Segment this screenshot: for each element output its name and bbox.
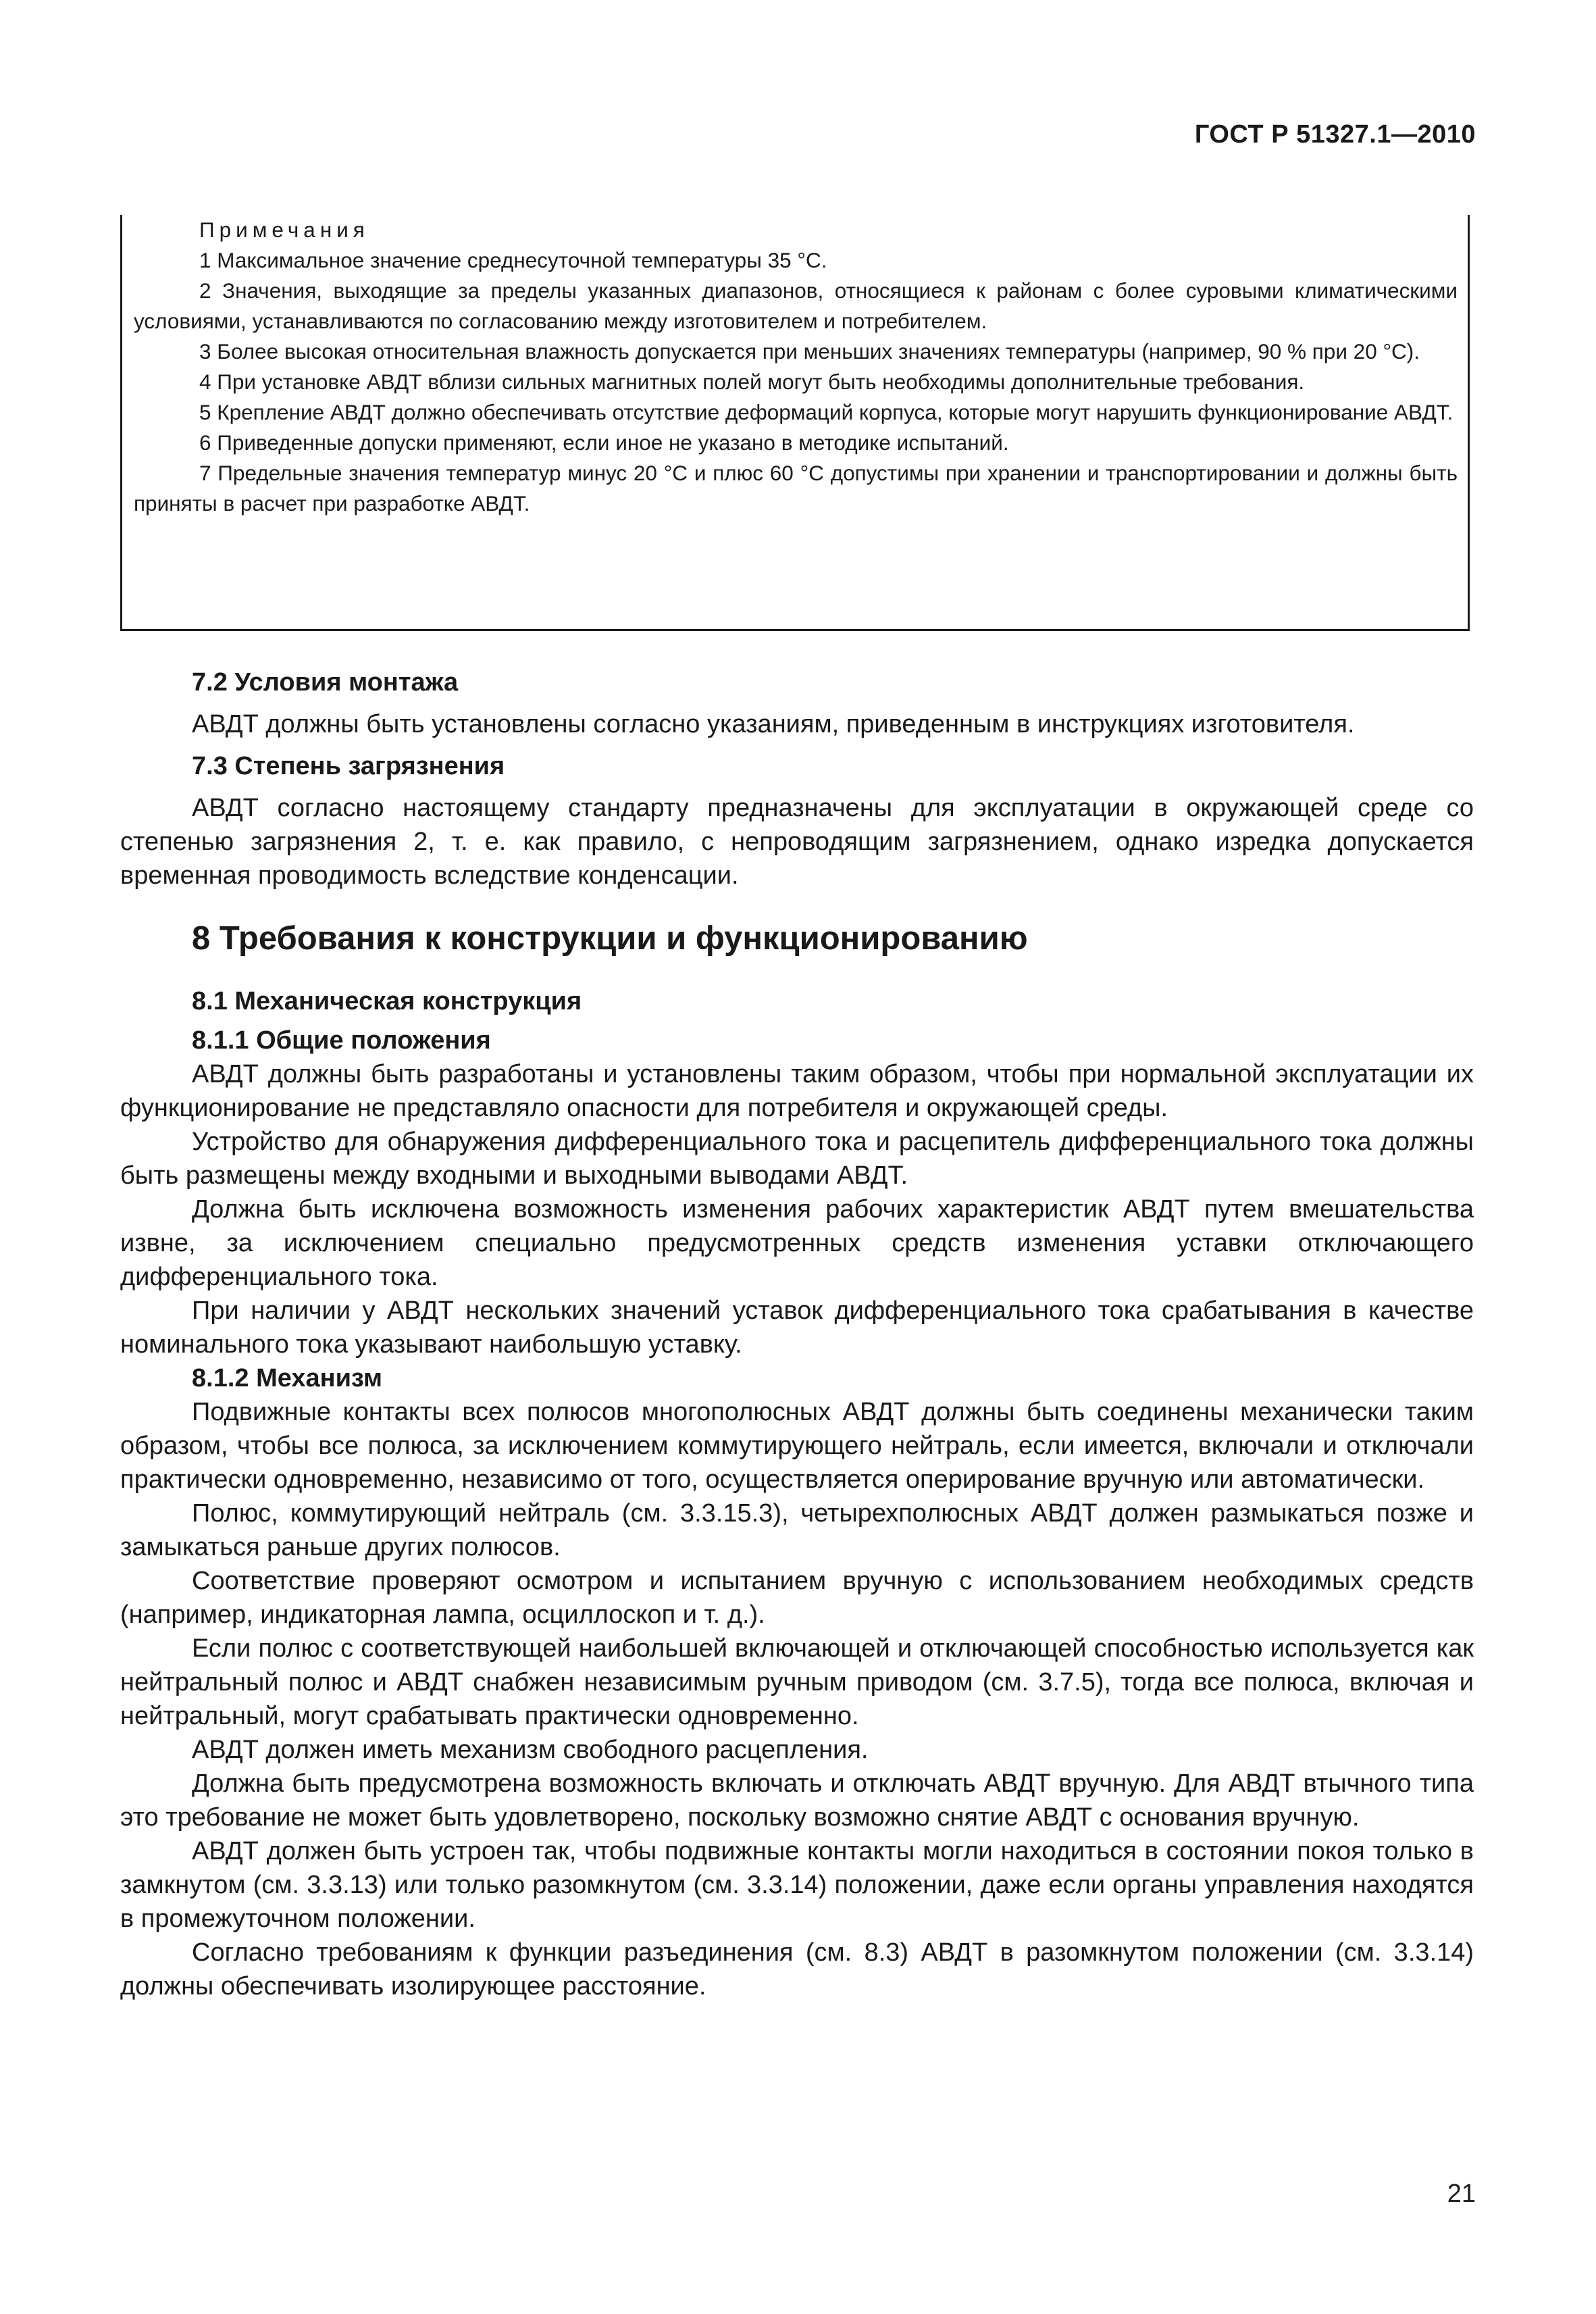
section-heading-7-3: 7.3 Степень загрязнения [192, 752, 505, 780]
notes-title: Примечания [199, 218, 369, 242]
paragraph: Подвижные контакты всех полюсов многополюсных АВДТ должны быть соединены механически таким образом, чтобы все полюса, за исключением коммутирующего нейтраль, если имеется, включали и отключали практически одновременно, независимо от того, осуществляется оперирование вручную или автоматически. [120, 1398, 1474, 1494]
paragraph: АВДТ должны быть разработаны и установлены таким образом, чтобы при нормальной эксплуатации их функционирование не представляло опасности для потребителя и окружающей среды. [120, 1060, 1474, 1122]
paragraph: АВДТ согласно настоящему стандарту предназначены для эксплуатации в окружающей среде со степенью загрязнения 2, т. е. как правило, с непроводящим загрязнением, однако изредка допускается временная проводимость вследствие конденсации. [120, 794, 1474, 890]
note-item: 5 Крепление АВДТ должно обеспечивать отсутствие деформаций корпуса, которые могут нарушить функционирование АВДТ. [199, 400, 1453, 424]
section-heading-8-1-1: 8.1.1 Общие положения [192, 1026, 491, 1055]
main-content [120, 665, 1474, 2003]
section-heading-8-1-2: 8.1.2 Механизм [192, 1364, 382, 1392]
note-item: 6 Приведенные допуски применяют, если иное не указано в методике испытаний. [199, 430, 1009, 455]
paragraph: Должна быть исключена возможность изменения рабочих характеристик АВДТ путем вмешательства извне, за исключением специально предусмотренных средств изменения уставки отключающего дифференциального тока. [120, 1195, 1474, 1291]
section-heading-8-1: 8.1 Механическая конструкция [192, 987, 582, 1015]
notes-block [134, 215, 1458, 519]
document-id: ГОСТ Р 51327.1—2010 [1194, 120, 1476, 149]
paragraph: АВДТ должен быть устроен так, чтобы подвижные контакты могли находиться в состоянии покоя только в замкнутом (см. 3.3.13) или только разомкнутом (см. 3.3.14) положении, даже если органы управления находятся в промежуточном положении. [120, 1837, 1474, 1933]
paragraph: Должна быть предусмотрена возможность включать и отключать АВДТ вручную. Для АВДТ втычного типа это требование не может быть удовлетворено, поскольку возможно снятие АВДТ с основания вручную. [120, 1769, 1474, 1832]
paragraph: АВДТ должен иметь механизм свободного расцепления. [192, 1736, 869, 1764]
page-number: 21 [1447, 2180, 1476, 2208]
note-item: 7 Предельные значения температур минус 20 °С и плюс 60 °С допустимы при хранении и транспортировании и должны быть приняты в расчет при разработке АВДТ. [134, 461, 1458, 515]
paragraph: АВДТ должны быть установлены согласно указаниям, приведенным в инструкциях изготовителя. [192, 710, 1355, 738]
note-item: 3 Более высокая относительная влажность допускается при меньших значениях температуры (например, 90 % при 20 °С). [199, 339, 1420, 363]
paragraph: Полюс, коммутирующий нейтраль (см. 3.3.15.3), четырехполюсных АВДТ должен размыкаться позже и замыкаться раньше других полюсов. [120, 1499, 1474, 1561]
note-item: 1 Максимальное значение среднесуточной температуры 35 °С. [199, 248, 827, 272]
paragraph: При наличии у АВДТ нескольких значений уставок дифференциального тока срабатывания в качестве номинального тока указывают наибольшую уставку. [120, 1297, 1474, 1359]
paragraph: Устройство для обнаружения дифференциального тока и расцепитель дифференциального тока должны быть размещены между входными и выходными выводами АВДТ. [120, 1128, 1474, 1190]
note-item: 2 Значения, выходящие за пределы указанных диапазонов, относящиеся к районам с более суровыми климатическими условиями, устанавливаются по согласованию между изготовителем и потребителем. [134, 278, 1458, 333]
section-heading-7-2: 7.2 Условия монтажа [192, 668, 459, 697]
paragraph: Согласно требованиям к функции разъединения (см. 8.3) АВДТ в разомкнутом положении (см. 3.3.14) должны обеспечивать изолирующее расстояние. [120, 1938, 1474, 2001]
section-heading-8: 8 Требования к конструкции и функционированию [192, 920, 1028, 957]
paragraph: Соответствие проверяют осмотром и испытанием вручную с использованием необходимых средств (например, индикаторная лампа, осциллоскоп и т. д.). [120, 1567, 1474, 1629]
paragraph: Если полюс с соответствующей наибольшей включающей и отключающей способностью используется как нейтральный полюс и АВДТ снабжен независимым ручным приводом (см. 3.7.5), тогда все полюса, включая и нейтральный, могут срабатывать практически одновременно. [120, 1634, 1474, 1730]
note-item: 4 При установке АВДТ вблизи сильных магнитных полей могут быть необходимы дополнительные требования. [199, 370, 1305, 394]
